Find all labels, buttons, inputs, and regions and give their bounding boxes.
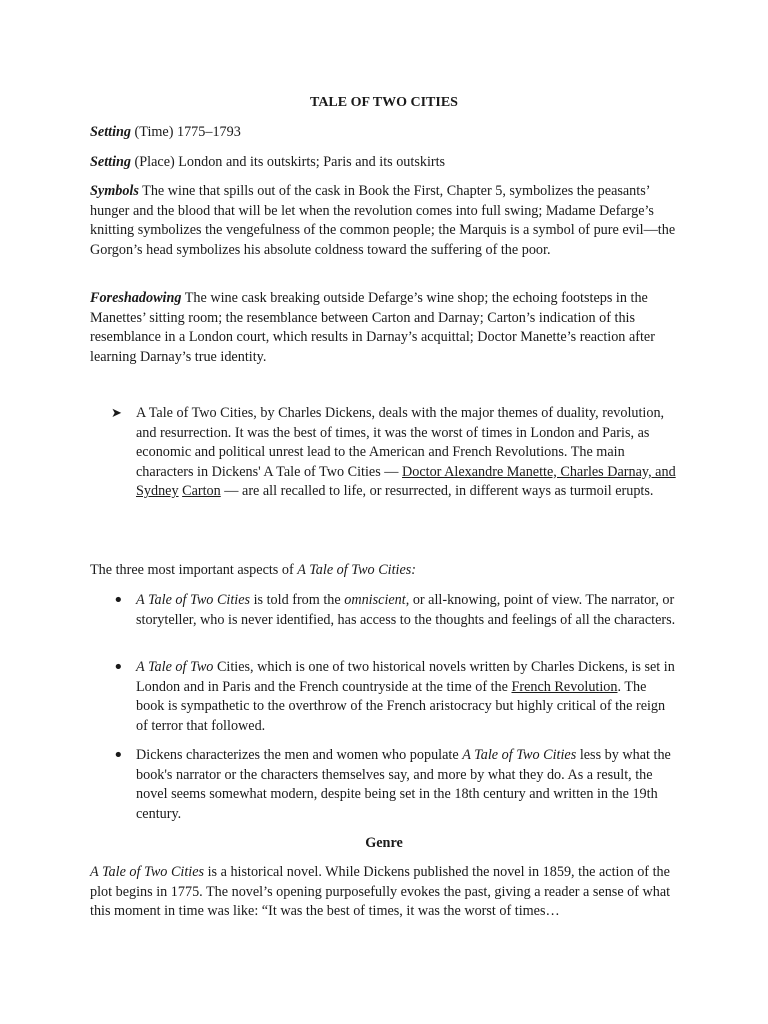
bullet-3-text-b: less by what the book's narrator or the characters themselves say, and more by what they do. As a result, the novel seems somewhat modern, despite being set in the 18th century and written in the 19th century. <box>136 747 671 822</box>
carton-link[interactable]: Carton <box>182 483 221 500</box>
aspects-intro <box>90 561 678 581</box>
foreshadowing-paragraph <box>90 289 678 367</box>
symbols-label: Symbols <box>90 183 139 199</box>
setting-place-paragraph <box>90 153 678 173</box>
page-title: TALE OF TWO CITIES <box>310 95 458 110</box>
arrow-bullet-icon: ➤ <box>111 406 122 421</box>
bullet-2-text-b: . The book is sympathetic to the overthrow of the French aristocracy but highly critical of the reign of terror that followed. <box>136 678 666 734</box>
bullet-1-text-b: , or all-knowing, point of view. The narrator, or storyteller, who is never identified, has access to the thoughts and feelings of all the characters. <box>136 592 676 628</box>
bullet-item-2 <box>136 658 678 736</box>
bullet-1-italic-b: omniscient <box>344 592 406 608</box>
bullet-item-3 <box>136 746 678 824</box>
symbols-text: The wine that spills out of the cask in Book the First, Chapter 5, symbolizes the peasants’ hunger and the blood that will be let when the revolution comes into full swing; Madame Defarge’s knitting symbolizes the vengefulness of the common people; the Marquis is a symbol of pure evil—the Gorgon’s head symbolizes his absolute coldness toward the suffering of the poor. <box>90 183 676 258</box>
symbols-paragraph <box>90 182 678 260</box>
genre-heading: Genre <box>365 835 403 851</box>
bullet-item-1 <box>136 591 678 630</box>
setting-place-label: Setting <box>90 154 131 170</box>
genre-italic: A Tale of Two Cities <box>90 864 205 880</box>
bullet-3-text-a: Dickens characterizes the men and women who populate <box>136 747 463 763</box>
setting-place-text: (Place) London and its outskirts; Paris and its outskirts <box>131 154 446 170</box>
setting-time-paragraph <box>90 123 678 143</box>
arrow-text-b: — are all recalled to life, or resurrected, in different ways as turmoil erupts. <box>220 483 654 500</box>
bullet-3-italic-a: A Tale of Two Cities <box>462 747 577 763</box>
bullet-2-italic-a: A Tale of Two <box>136 659 214 675</box>
bullet-icon: • <box>113 745 124 766</box>
setting-time-text: (Time) 1775–1793 <box>131 124 241 140</box>
bullet-1-text-a: is told from the <box>250 592 345 608</box>
bullet-icon: • <box>113 590 124 611</box>
bullet-2-text-a: Cities, which is one of two historical novels written by Charles Dickens, is set in London and in Paris and the French countryside at the time of the <box>136 659 675 695</box>
foreshadowing-text: The wine cask breaking outside Defarge’s wine shop; the echoing footsteps in the Manettes’ sitting room; the resemblance between Carton and Darnay; Carton’s indication of this resemblance in a London court, which results in Darnay’s acquittal; Doctor Manette’s reaction after learning Darnay’s true identity. <box>90 290 655 365</box>
bullet-icon: • <box>113 657 124 678</box>
arrow-text-a: A Tale of Two Cities, by Charles Dickens, deals with the major themes of duality, revolution, and resurrection. It was the best of times, it was the worst of times in London and Paris, as economic and political unrest lead to the American and French Revolutions. The main characters in Dickens' A Tale of Two Cities — <box>136 405 665 480</box>
aspects-intro-italic: A Tale of Two Cities: <box>297 562 417 578</box>
aspects-intro-text: The three most important aspects of <box>90 562 298 578</box>
foreshadowing-label: Foreshadowing <box>90 290 182 306</box>
arrow-list-item <box>136 404 678 502</box>
french-revolution-link[interactable]: French Revolution <box>511 678 618 695</box>
bullet-1-italic-a: A Tale of Two Cities <box>136 592 251 608</box>
setting-time-label: Setting <box>90 124 131 140</box>
genre-text: is a historical novel. While Dickens published the novel in 1859, the action of the plot begins in 1775. The novel’s opening purposefully evokes the past, giving a reader a sense of what this moment in time was like: “It was the best of times, it was the worst of times… <box>90 864 671 920</box>
genre-paragraph <box>90 863 678 922</box>
characters-link[interactable]: Doctor Alexandre Manette, Charles Darnay, and Sydney <box>136 463 676 500</box>
